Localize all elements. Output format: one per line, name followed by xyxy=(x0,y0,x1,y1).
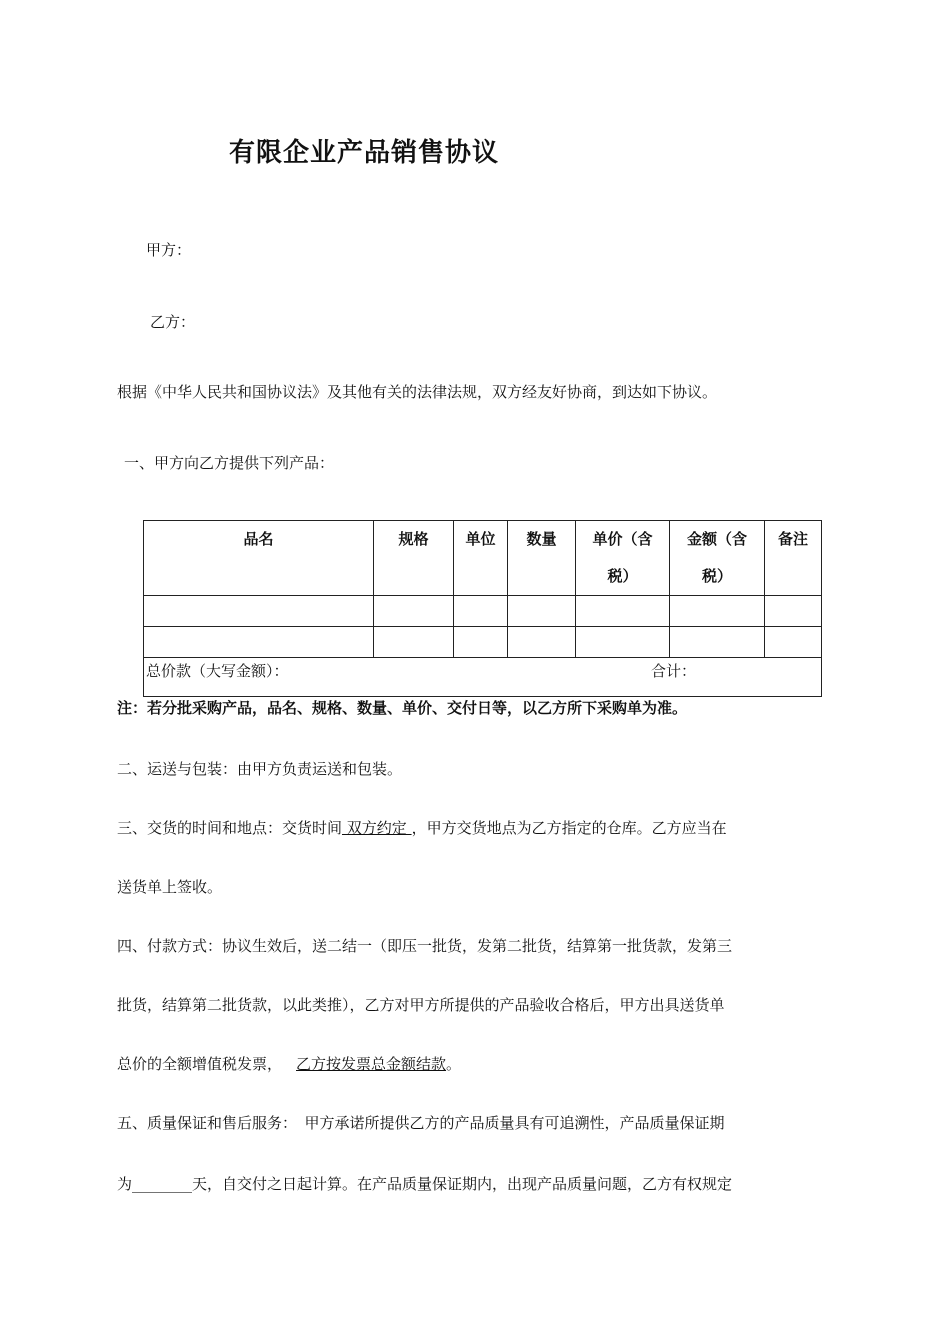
table-cell xyxy=(765,627,822,658)
table-row xyxy=(144,627,822,658)
header-spec: 规格 xyxy=(374,521,454,596)
section-4-line-3 xyxy=(117,1053,461,1075)
header-amount xyxy=(670,521,765,596)
total-cell xyxy=(144,658,822,697)
section-3-line-1 xyxy=(117,817,727,839)
table-cell xyxy=(144,627,374,658)
total-price-label: 总价款（大写金额）： xyxy=(146,662,289,680)
table-cell xyxy=(670,627,765,658)
section-4-line-1: 四、付款方式：协议生效后，送二结一（即压一批货，发第二批货，结算第一批货款，发第三 xyxy=(117,937,733,955)
section-2: 二、运送与包装：由甲方负责运送和包装。 xyxy=(117,760,403,778)
header-unit-price-line2: 税） xyxy=(607,567,638,585)
header-product-name: 品名 xyxy=(144,521,374,596)
table-cell xyxy=(374,627,454,658)
table-cell xyxy=(576,627,670,658)
table-cell xyxy=(454,596,508,627)
table-note: 注：若分批采购产品，品名、规格、数量、单价、交付日等，以乙方所下采购单为准。 xyxy=(117,699,688,717)
section-4-line-3-prefix: 总价的全额增值税发票， xyxy=(117,1055,283,1073)
section-5-line-2-prefix: 为 xyxy=(117,1175,133,1193)
section-3-suffix: ，甲方交货地点为乙方指定的仓库。乙方应当在 xyxy=(411,819,727,837)
table-cell xyxy=(508,596,576,627)
table-cell xyxy=(454,627,508,658)
section-5-line-2-suffix: 天，自交付之日起计算。在产品质量保证期内，出现产品质量问题，乙方有权规定 xyxy=(192,1175,733,1193)
section-4-line-3-suffix: 。 xyxy=(446,1055,462,1073)
delivery-time-value: 双方约定 xyxy=(342,819,412,837)
product-table xyxy=(143,520,822,697)
table-cell xyxy=(765,596,822,627)
header-amount-line1: 金额（含 xyxy=(686,530,747,548)
document-title: 有限企业产品销售协议 xyxy=(229,138,500,168)
payment-terms-value: 乙方按发票总金额结款 xyxy=(296,1055,447,1073)
header-quantity: 数量 xyxy=(508,521,576,596)
table-row xyxy=(144,596,822,627)
table-cell xyxy=(374,596,454,627)
header-unit-price xyxy=(576,521,670,596)
header-unit-price-line1: 单价（含 xyxy=(592,530,653,548)
table-cell xyxy=(144,596,374,627)
sum-label: 合计： xyxy=(651,662,697,680)
header-unit: 单位 xyxy=(454,521,508,596)
table-header-row xyxy=(144,521,822,596)
section-3-prefix: 三、交货的时间和地点：交货时间 xyxy=(117,819,343,837)
table-cell xyxy=(576,596,670,627)
section-5-line-2 xyxy=(117,1173,732,1195)
table-cell xyxy=(508,627,576,658)
table-total-row xyxy=(144,658,822,697)
header-remarks: 备注 xyxy=(765,521,822,596)
section-4-line-2: 批货，结算第二批货款，以此类推），乙方对甲方所提供的产品验收合格后，甲方出具送货单 xyxy=(117,996,725,1014)
section-3-line-2: 送货单上签收。 xyxy=(117,878,223,896)
party-b-label: 乙方： xyxy=(150,313,196,331)
section-1-heading: 一、甲方向乙方提供下列产品： xyxy=(124,454,335,472)
intro-paragraph: 根据《中华人民共和国协议法》及其他有关的法律法规，双方经友好协商，到达如下协议。 xyxy=(117,383,718,401)
warranty-days-blank: ________ xyxy=(132,1175,193,1193)
section-5-line-1: 五、质量保证和售后服务： 甲方承诺所提供乙方的产品质量具有可追溯性，产品质量保证期 xyxy=(117,1114,725,1132)
party-a-label: 甲方： xyxy=(146,241,192,259)
table-cell xyxy=(670,596,765,627)
header-amount-line2: 税） xyxy=(701,567,732,585)
